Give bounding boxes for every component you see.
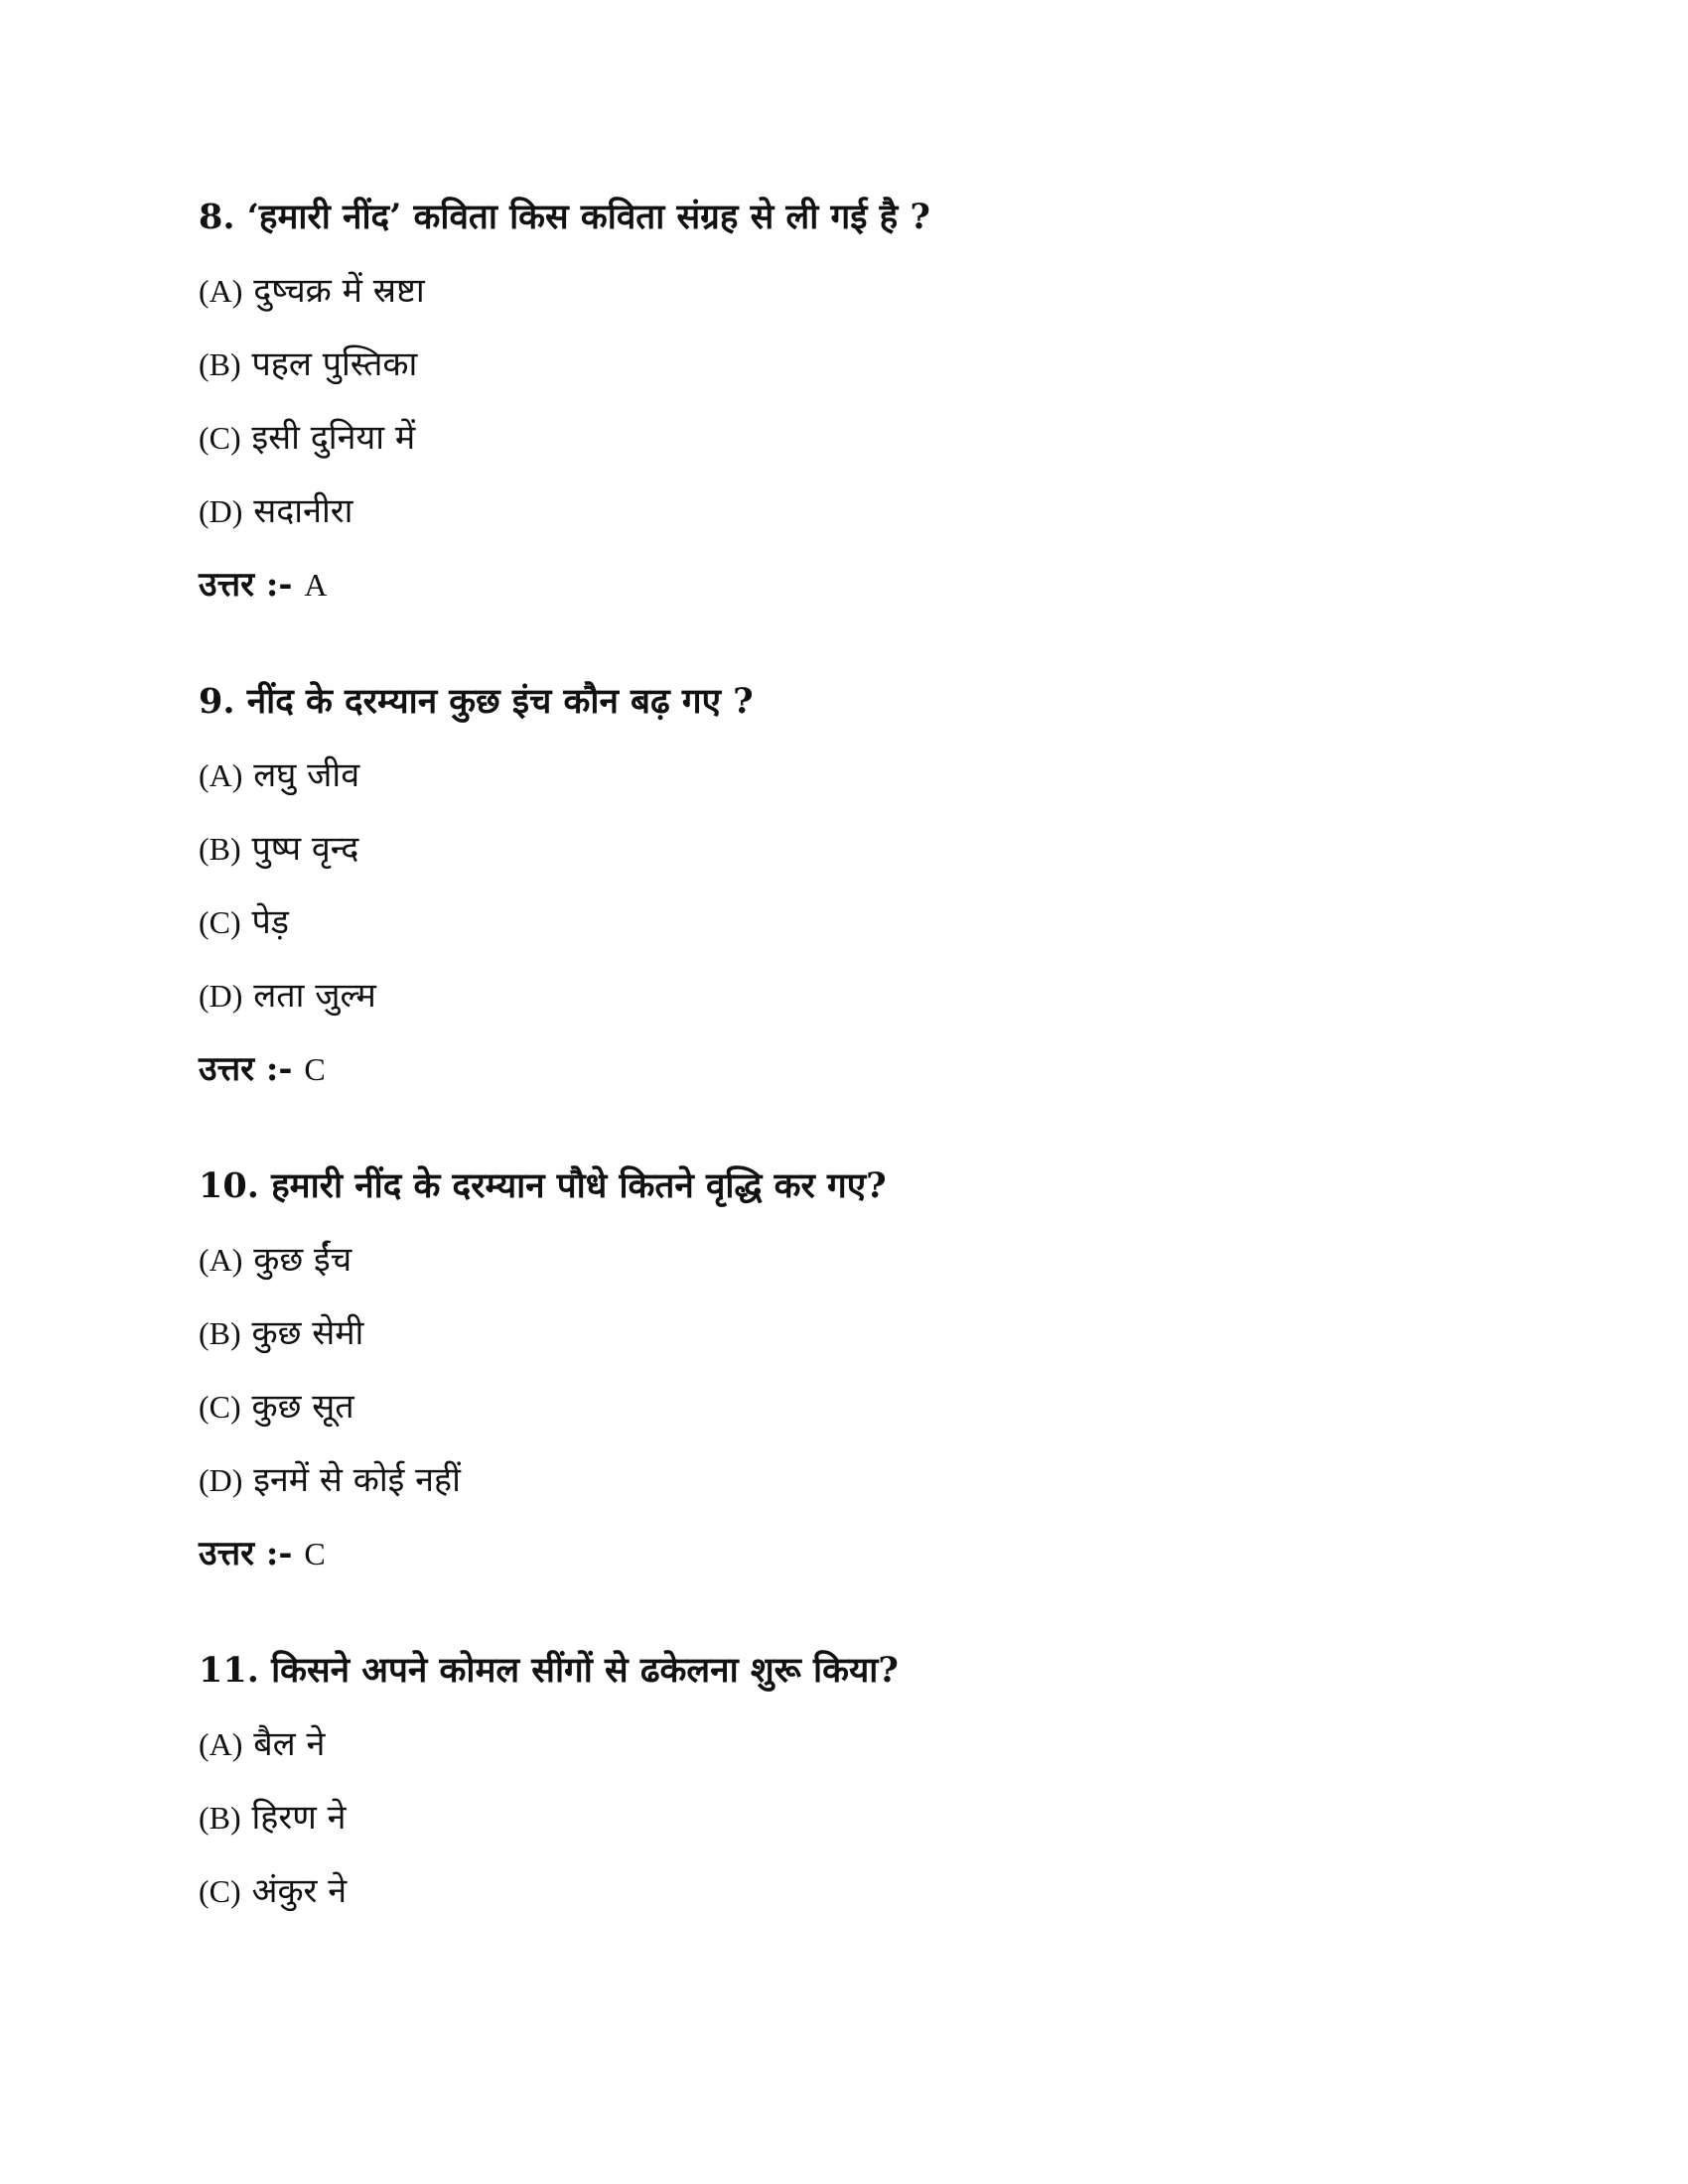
question-9 xyxy=(199,678,1489,1093)
question-text: 11. किसने अपने कोमल सींगों से ढकेलना शुरू किया? xyxy=(199,1650,899,1691)
option-key: (A) xyxy=(199,1242,243,1278)
answer-value: C xyxy=(304,1051,326,1087)
option-text: कुछ ईंच xyxy=(242,1240,352,1280)
option-text: अंकुर ने xyxy=(240,1871,348,1911)
question-10 xyxy=(199,1162,1489,1577)
option-text: सदानीरा xyxy=(242,491,353,531)
option-c xyxy=(199,898,1489,946)
option-key: (D) xyxy=(199,493,243,529)
option-b xyxy=(199,1309,1489,1357)
option-key: (A) xyxy=(199,757,243,793)
answer-label: उत्तर :- xyxy=(199,565,305,605)
option-c xyxy=(199,1383,1489,1431)
answer-value: A xyxy=(304,567,328,603)
option-text: पुष्प वृन्द xyxy=(240,829,359,869)
option-a xyxy=(199,1236,1489,1284)
question-8 xyxy=(199,194,1489,609)
answer-value: C xyxy=(304,1536,326,1571)
question-text: 10. हमारी नींद के दरम्यान पौधे कितने वृद्धि कर गए? xyxy=(199,1165,887,1206)
option-d xyxy=(199,972,1489,1020)
option-key: (B) xyxy=(199,1800,241,1836)
option-key: (B) xyxy=(199,1315,241,1351)
option-a xyxy=(199,1720,1489,1768)
option-key: (C) xyxy=(199,420,241,456)
option-key: (C) xyxy=(199,1389,241,1425)
question-11 xyxy=(199,1647,1489,1941)
option-key: (A) xyxy=(199,1726,243,1762)
question-text: 9. नींद के दरम्यान कुछ इंच कौन बढ़ गए ? xyxy=(199,681,754,722)
answer-line xyxy=(199,561,1489,609)
option-text: कुछ सेमी xyxy=(240,1313,364,1353)
option-c xyxy=(199,1867,1489,1915)
option-text: पहल पुस्तिका xyxy=(240,344,418,384)
option-a xyxy=(199,751,1489,799)
option-text: लघु जीव xyxy=(242,755,360,795)
option-text: इनमें से कोई नहीं xyxy=(242,1460,461,1500)
answer-line xyxy=(199,1045,1489,1093)
option-b xyxy=(199,1794,1489,1842)
option-text: हिरण ने xyxy=(240,1798,347,1838)
option-text: बैल ने xyxy=(242,1724,326,1764)
answer-line xyxy=(199,1530,1489,1577)
option-d xyxy=(199,487,1489,535)
option-key: (B) xyxy=(199,346,241,382)
option-b xyxy=(199,825,1489,873)
answer-label: उत्तर :- xyxy=(199,1534,305,1573)
option-key: (C) xyxy=(199,1873,241,1909)
option-text: लता जुल्म xyxy=(242,976,376,1016)
option-text: दुष्चक्र में स्रष्टा xyxy=(242,271,425,311)
option-key: (D) xyxy=(199,978,243,1014)
option-text: कुछ सूत xyxy=(240,1387,354,1427)
option-a xyxy=(199,267,1489,315)
answer-label: उत्तर :- xyxy=(199,1049,305,1089)
option-text: पेड़ xyxy=(240,902,289,942)
option-key: (B) xyxy=(199,831,241,867)
option-key: (A) xyxy=(199,273,243,309)
option-b xyxy=(199,341,1489,388)
option-text: इसी दुनिया में xyxy=(240,418,416,458)
option-key: (C) xyxy=(199,904,241,940)
option-key: (D) xyxy=(199,1462,243,1498)
option-d xyxy=(199,1456,1489,1504)
question-text: 8. ‘हमारी नींद’ कविता किस कविता संग्रह से ली गई है ? xyxy=(199,197,930,237)
option-c xyxy=(199,414,1489,462)
